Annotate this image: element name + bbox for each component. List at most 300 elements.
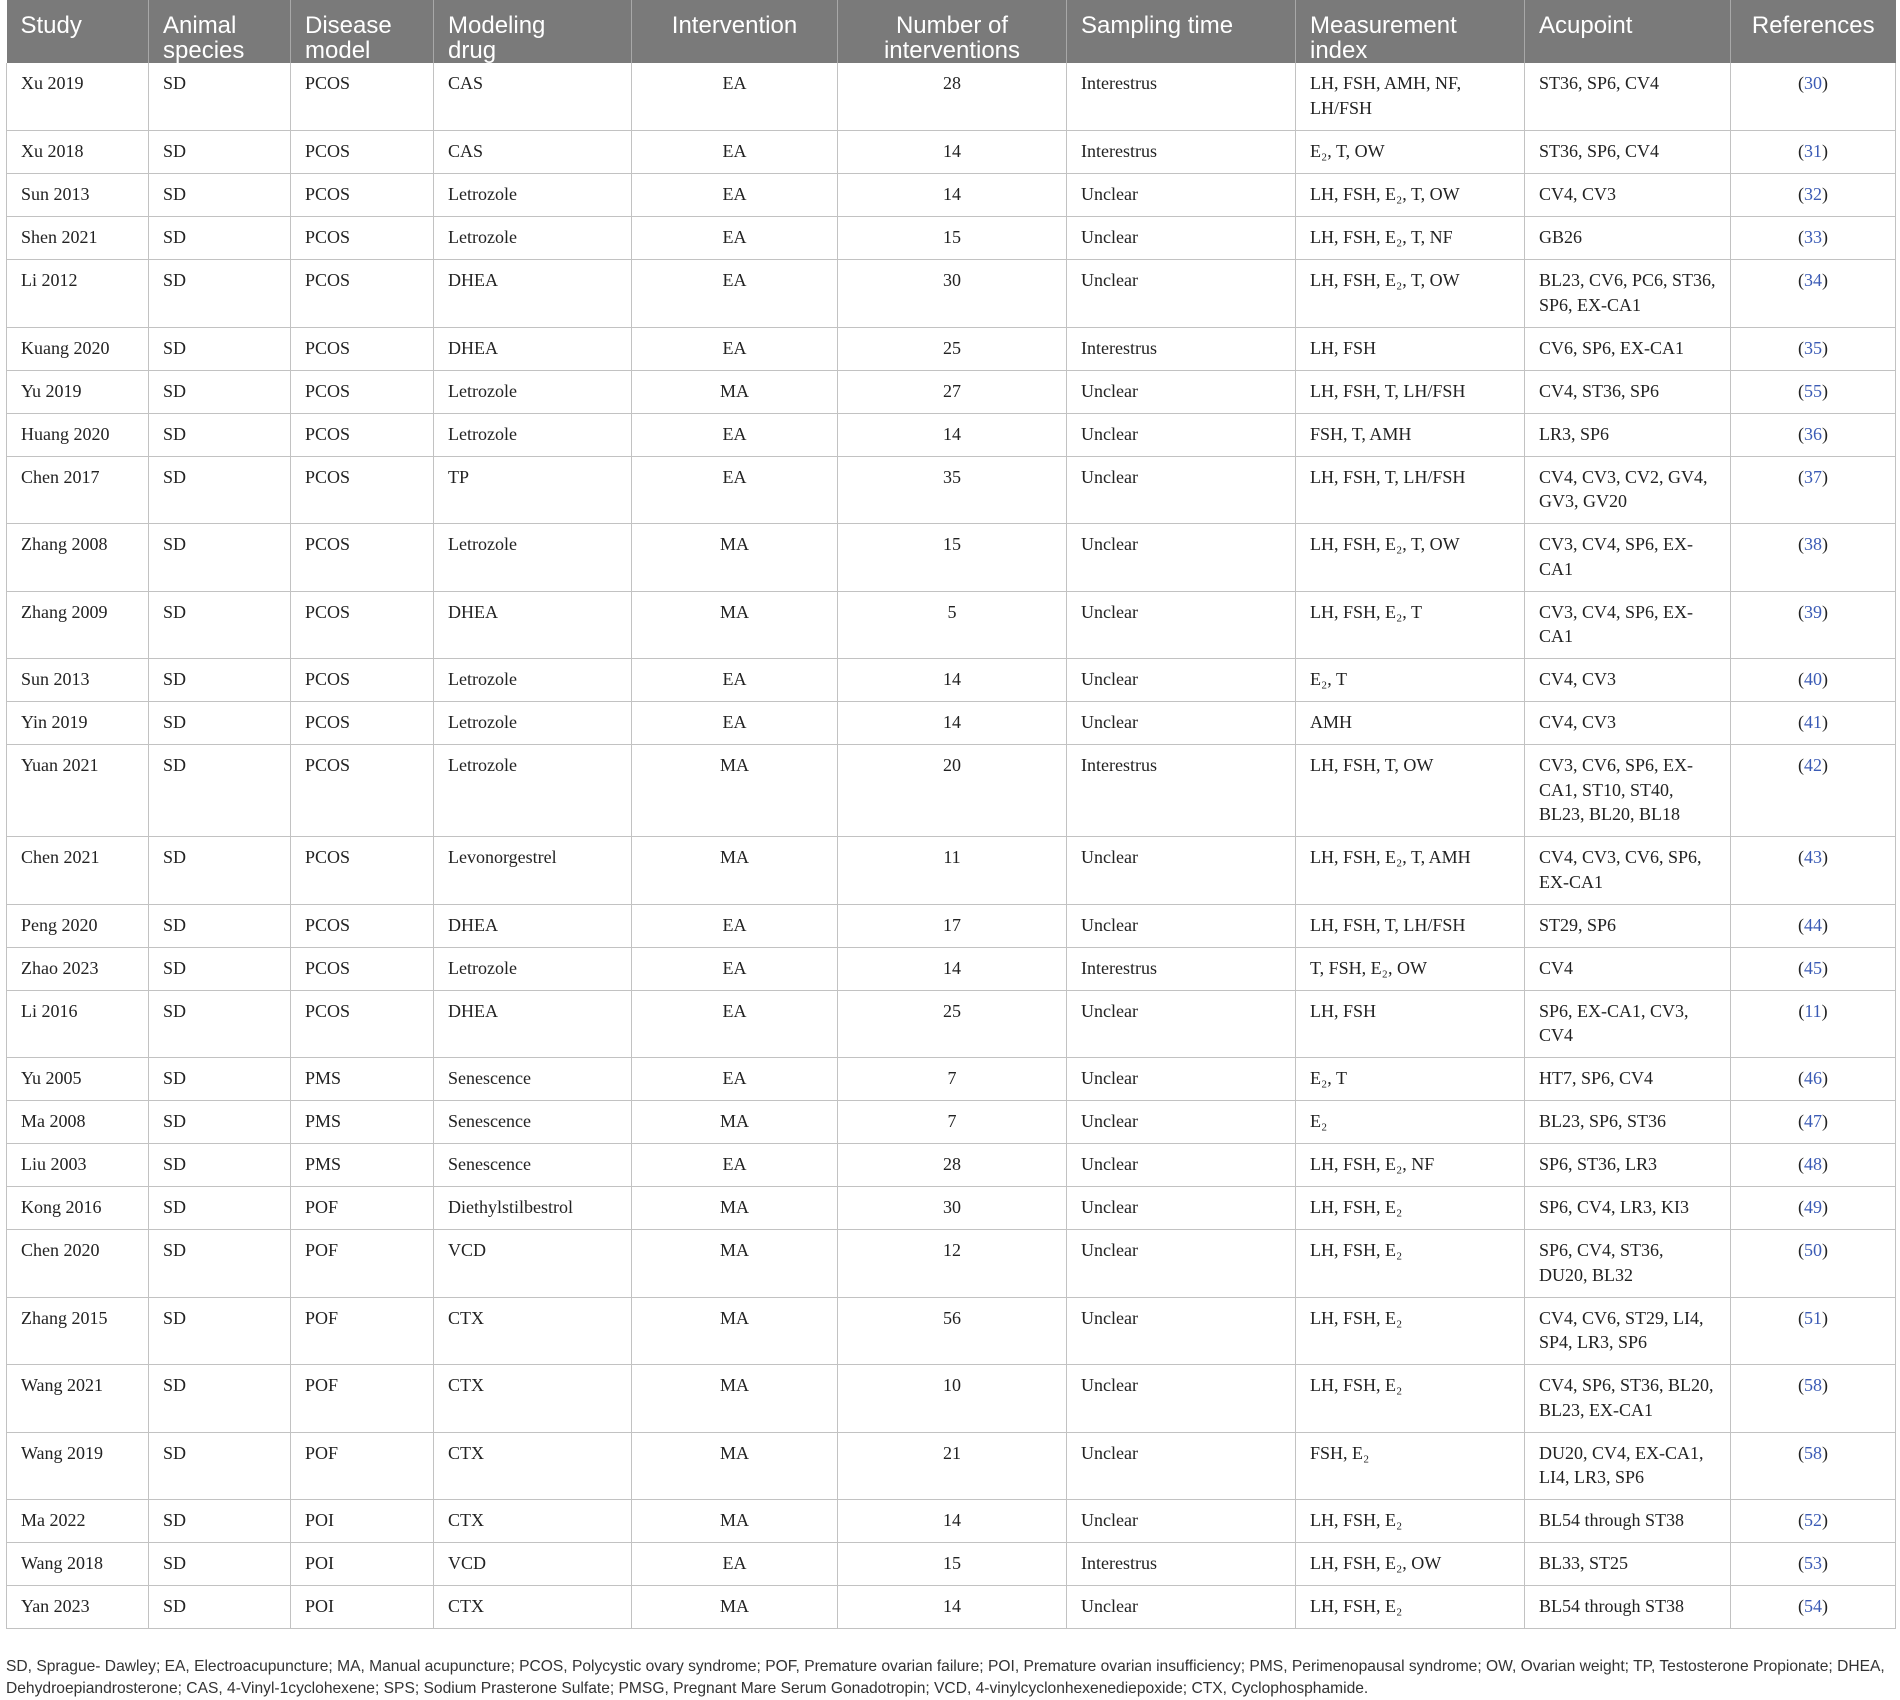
number-cell: 14: [838, 131, 1067, 174]
table-row: [7, 1230, 1896, 1298]
study-cell: Zhang 2009: [7, 591, 149, 659]
table-row: [7, 174, 1896, 217]
study-cell: Li 2012: [7, 260, 149, 328]
header-animal-species: [149, 0, 291, 63]
reference-cell: [1731, 217, 1896, 260]
reference-link[interactable]: 46: [1804, 1068, 1822, 1088]
measurement-cell: LH, FSH, E₂, T, OW: [1296, 524, 1525, 592]
intervention-cell: EA: [632, 1543, 838, 1586]
disease-cell: POI: [291, 1586, 434, 1629]
table-row: [7, 947, 1896, 990]
paren-open: (: [1798, 914, 1804, 935]
species-cell: SD: [149, 1365, 291, 1433]
measurement-cell: LH, FSH, E₂, OW: [1296, 1543, 1525, 1586]
drug-cell: Levonorgestrel: [434, 837, 632, 905]
intervention-cell: EA: [632, 1058, 838, 1101]
study-cell: Shen 2021: [7, 217, 149, 260]
header-intervention: [632, 0, 838, 63]
reference-cell: [1731, 370, 1896, 413]
reference-cell: [1731, 63, 1896, 131]
intervention-cell: EA: [632, 904, 838, 947]
reference-cell: [1731, 327, 1896, 370]
measurement-cell: FSH, E₂: [1296, 1432, 1525, 1500]
table-footnote: SD, Sprague- Dawley; EA, Electroacupuncture; MA, Manual acupuncture; PCOS, Polycystic ovary syndrome; POF, Premature ovarian failure; POI, Premature ovarian insufficiency; PMS, Perimenopausal syndrome; OW, Ovarian weight; TP, Testosterone Propionate; DHEA, Dehydroepiandrosterone; CAS, 4-Vinyl-1cyclohexene; SPS; Sodium Prasterone Sulfate; PMSG, Pregnant Mare Serum Gonadotropin; VCD, 4-vinylcyclonhexenediepoxide; CTX, Cyclophosphamide.: [6, 1658, 1885, 1697]
measurement-cell: LH, FSH, E₂: [1296, 1365, 1525, 1433]
species-cell: SD: [149, 1101, 291, 1144]
reference-cell: [1731, 1432, 1896, 1500]
reference-link[interactable]: 40: [1804, 669, 1822, 689]
drug-cell: CTX: [434, 1297, 632, 1365]
header-text: Modeling: [448, 12, 546, 39]
acupoint-cell: BL23, SP6, ST36: [1525, 1101, 1731, 1144]
sampling-cell: Unclear: [1067, 217, 1296, 260]
drug-cell: CTX: [434, 1365, 632, 1433]
drug-cell: Letrozole: [434, 702, 632, 745]
sampling-cell: Unclear: [1067, 1586, 1296, 1629]
number-cell: 20: [838, 745, 1067, 837]
number-cell: 30: [838, 260, 1067, 328]
drug-cell: Diethylstilbestrol: [434, 1187, 632, 1230]
header-row: [7, 0, 1896, 63]
acupoint-cell: SP6, ST36, LR3: [1525, 1144, 1731, 1187]
acupoint-cell: LR3, SP6: [1525, 413, 1731, 456]
paren-close: ): [1822, 534, 1828, 554]
study-cell: Sun 2013: [7, 174, 149, 217]
header-text: Intervention: [671, 12, 798, 39]
intervention-cell: EA: [632, 413, 838, 456]
sampling-cell: Interestrus: [1067, 947, 1296, 990]
intervention-cell: MA: [632, 1586, 838, 1629]
reference-link[interactable]: 37: [1804, 466, 1822, 487]
disease-cell: PCOS: [291, 745, 434, 837]
number-cell: 25: [838, 327, 1067, 370]
paren-open: (: [1798, 1240, 1804, 1260]
measurement-cell: LH, FSH, E₂, T, AMH: [1296, 837, 1525, 905]
header-disease-model: [291, 0, 434, 63]
header-sampling-time: [1067, 0, 1296, 63]
reference-link[interactable]: 31: [1804, 141, 1822, 161]
paren-close: ): [1822, 423, 1828, 444]
header-measurement-index: [1296, 0, 1525, 63]
study-cell: Zhao 2023: [7, 947, 149, 990]
sampling-cell: Unclear: [1067, 659, 1296, 702]
species-cell: SD: [149, 524, 291, 592]
reference-link[interactable]: 58: [1804, 1442, 1822, 1463]
study-cell: Peng 2020: [7, 904, 149, 947]
reference-link[interactable]: 36: [1804, 423, 1822, 444]
study-cell: Ma 2008: [7, 1101, 149, 1144]
paren-close: ): [1822, 466, 1828, 487]
paren-close: ): [1822, 141, 1828, 161]
number-cell: 15: [838, 524, 1067, 592]
reference-cell: [1731, 837, 1896, 905]
paren-close: ): [1822, 337, 1828, 358]
species-cell: SD: [149, 217, 291, 260]
header-text: Measurement: [1310, 12, 1457, 39]
reference-cell: [1731, 131, 1896, 174]
intervention-cell: EA: [632, 702, 838, 745]
paren-close: ): [1822, 73, 1828, 93]
intervention-cell: EA: [632, 131, 838, 174]
reference-cell: [1731, 1058, 1896, 1101]
number-cell: 27: [838, 370, 1067, 413]
paren-open: (: [1798, 1553, 1804, 1573]
reference-cell: [1731, 745, 1896, 837]
reference-link[interactable]: 47: [1804, 1111, 1822, 1131]
number-cell: 7: [838, 1058, 1067, 1101]
paren-open: (: [1798, 1442, 1804, 1463]
paren-open: (: [1798, 1068, 1804, 1088]
paren-close: ): [1822, 1111, 1828, 1131]
drug-cell: Senescence: [434, 1058, 632, 1101]
species-cell: SD: [149, 327, 291, 370]
number-cell: 30: [838, 1187, 1067, 1230]
study-cell: Xu 2018: [7, 131, 149, 174]
table-row: [7, 745, 1896, 837]
acupoint-cell: DU20, CV4, EX-CA1, LI4, LR3, SP6: [1525, 1432, 1731, 1500]
acupoint-cell: CV4, CV3, CV6, SP6, EX-CA1: [1525, 837, 1731, 905]
intervention-cell: EA: [632, 327, 838, 370]
disease-cell: PCOS: [291, 260, 434, 328]
species-cell: SD: [149, 260, 291, 328]
disease-cell: POF: [291, 1432, 434, 1500]
paren-close: ): [1822, 1307, 1828, 1328]
drug-cell: Letrozole: [434, 659, 632, 702]
header-text: drug: [448, 37, 497, 64]
header-study: [7, 0, 149, 63]
paren-open: (: [1798, 534, 1804, 554]
disease-cell: PCOS: [291, 370, 434, 413]
disease-cell: PCOS: [291, 837, 434, 905]
reference-link[interactable]: 41: [1804, 712, 1822, 732]
study-cell: Zhang 2015: [7, 1297, 149, 1365]
disease-cell: PCOS: [291, 63, 434, 131]
table-row: [7, 131, 1896, 174]
paren-open: (: [1798, 1111, 1804, 1131]
reference-link[interactable]: 52: [1804, 1510, 1822, 1530]
header-text: Acupoint: [1539, 12, 1633, 39]
header-text: References: [1751, 12, 1875, 39]
number-cell: 56: [838, 1297, 1067, 1365]
paren-open: (: [1798, 712, 1804, 732]
acupoint-cell: SP6, EX-CA1, CV3, CV4: [1525, 990, 1731, 1058]
study-cell: Sun 2013: [7, 659, 149, 702]
paren-open: (: [1798, 227, 1804, 247]
acupoint-cell: GB26: [1525, 217, 1731, 260]
reference-link[interactable]: 55: [1804, 380, 1822, 401]
sampling-cell: Unclear: [1067, 370, 1296, 413]
reference-link[interactable]: 48: [1804, 1154, 1822, 1174]
paren-open: (: [1798, 1375, 1804, 1395]
header-text: Study: [20, 12, 82, 39]
drug-cell: Senescence: [434, 1101, 632, 1144]
reference-link[interactable]: 51: [1804, 1307, 1822, 1328]
paren-open: (: [1798, 669, 1804, 689]
measurement-cell: LH, FSH: [1296, 990, 1525, 1058]
sampling-cell: Unclear: [1067, 1058, 1296, 1101]
paren-close: ): [1822, 1596, 1828, 1616]
table-row: [7, 1432, 1896, 1500]
drug-cell: Senescence: [434, 1144, 632, 1187]
paren-open: (: [1798, 1197, 1804, 1217]
acupoint-cell: CV4, CV6, ST29, LI4, SP4, LR3, SP6: [1525, 1297, 1731, 1365]
species-cell: SD: [149, 456, 291, 524]
intervention-cell: MA: [632, 1500, 838, 1543]
paren-close: ): [1822, 847, 1828, 867]
table-row: [7, 1543, 1896, 1586]
acupoint-cell: BL54 through ST38: [1525, 1500, 1731, 1543]
disease-cell: POF: [291, 1230, 434, 1298]
paren-close: ): [1822, 184, 1828, 204]
sampling-cell: Interestrus: [1067, 327, 1296, 370]
table-row: [7, 702, 1896, 745]
table-row: [7, 327, 1896, 370]
species-cell: SD: [149, 63, 291, 131]
study-cell: Chen 2021: [7, 837, 149, 905]
acupoint-cell: CV3, CV6, SP6, EX-CA1, ST10, ST40, BL23, BL20, BL18: [1525, 745, 1731, 837]
paren-close: ): [1822, 669, 1828, 689]
drug-cell: Letrozole: [434, 370, 632, 413]
drug-cell: CTX: [434, 1586, 632, 1629]
acupoint-cell: CV4, CV3: [1525, 174, 1731, 217]
acupoint-cell: BL54 through ST38: [1525, 1586, 1731, 1629]
species-cell: SD: [149, 837, 291, 905]
drug-cell: Letrozole: [434, 524, 632, 592]
table-container: [6, 0, 1895, 1629]
measurement-cell: LH, FSH, T, LH/FSH: [1296, 456, 1525, 524]
header-text: model: [305, 37, 371, 64]
number-cell: 25: [838, 990, 1067, 1058]
acupoint-cell: CV3, CV4, SP6, EX-CA1: [1525, 524, 1731, 592]
reference-cell: [1731, 1543, 1896, 1586]
number-cell: 14: [838, 1586, 1067, 1629]
species-cell: SD: [149, 174, 291, 217]
paren-open: (: [1798, 847, 1804, 867]
measurement-cell: LH, FSH, E₂, T: [1296, 591, 1525, 659]
disease-cell: POF: [291, 1297, 434, 1365]
measurement-cell: LH, FSH, T, OW: [1296, 745, 1525, 837]
reference-link[interactable]: 54: [1804, 1596, 1822, 1616]
number-cell: 5: [838, 591, 1067, 659]
table-row: [7, 413, 1896, 456]
measurement-cell: LH, FSH, E₂: [1296, 1500, 1525, 1543]
disease-cell: PMS: [291, 1144, 434, 1187]
number-cell: 15: [838, 1543, 1067, 1586]
paren-close: ): [1822, 1442, 1828, 1463]
drug-cell: CAS: [434, 131, 632, 174]
paren-open: (: [1798, 1510, 1804, 1530]
study-cell: Yu 2019: [7, 370, 149, 413]
study-cell: Ma 2022: [7, 1500, 149, 1543]
species-cell: SD: [149, 591, 291, 659]
intervention-cell: EA: [632, 174, 838, 217]
disease-cell: PCOS: [291, 702, 434, 745]
paren-open: (: [1798, 270, 1804, 290]
drug-cell: Letrozole: [434, 174, 632, 217]
sampling-cell: Unclear: [1067, 456, 1296, 524]
drug-cell: DHEA: [434, 327, 632, 370]
reference-cell: [1731, 591, 1896, 659]
disease-cell: PCOS: [291, 659, 434, 702]
header-text: Animal: [163, 12, 237, 39]
acupoint-cell: CV4, SP6, ST36, BL20, BL23, EX-CA1: [1525, 1365, 1731, 1433]
reference-cell: [1731, 1144, 1896, 1187]
reference-link[interactable]: 35: [1804, 337, 1822, 358]
species-cell: SD: [149, 1230, 291, 1298]
measurement-cell: FSH, T, AMH: [1296, 413, 1525, 456]
acupoint-cell: SP6, CV4, LR3, KI3: [1525, 1187, 1731, 1230]
species-cell: SD: [149, 990, 291, 1058]
measurement-cell: E₂, T: [1296, 1058, 1525, 1101]
reference-link[interactable]: 34: [1804, 270, 1822, 290]
measurement-cell: LH, FSH, E₂: [1296, 1297, 1525, 1365]
number-cell: 10: [838, 1365, 1067, 1433]
drug-cell: Letrozole: [434, 745, 632, 837]
reference-link[interactable]: 50: [1804, 1240, 1822, 1260]
drug-cell: CTX: [434, 1432, 632, 1500]
reference-link[interactable]: 44: [1804, 914, 1822, 935]
reference-cell: [1731, 260, 1896, 328]
sampling-cell: Unclear: [1067, 1297, 1296, 1365]
disease-cell: PCOS: [291, 327, 434, 370]
acupoint-cell: ST36, SP6, CV4: [1525, 63, 1731, 131]
reference-link[interactable]: 53: [1804, 1553, 1822, 1573]
header-text: index: [1310, 37, 1368, 64]
intervention-cell: MA: [632, 1297, 838, 1365]
acupoint-cell: CV3, CV4, SP6, EX-CA1: [1525, 591, 1731, 659]
reference-link[interactable]: 42: [1804, 755, 1822, 775]
paren-open: (: [1798, 1307, 1804, 1328]
header-text: Sampling time: [1081, 12, 1234, 39]
drug-cell: Letrozole: [434, 413, 632, 456]
reference-link[interactable]: 49: [1804, 1197, 1822, 1217]
study-cell: Kuang 2020: [7, 327, 149, 370]
measurement-cell: LH, FSH, T, LH/FSH: [1296, 370, 1525, 413]
number-cell: 14: [838, 659, 1067, 702]
table-row: [7, 1101, 1896, 1144]
table-row: [7, 524, 1896, 592]
acupoint-cell: HT7, SP6, CV4: [1525, 1058, 1731, 1101]
reference-link[interactable]: 43: [1804, 847, 1822, 867]
study-cell: Wang 2018: [7, 1543, 149, 1586]
sampling-cell: Unclear: [1067, 413, 1296, 456]
table-row: [7, 1500, 1896, 1543]
disease-cell: PCOS: [291, 947, 434, 990]
table-row: [7, 260, 1896, 328]
disease-cell: POI: [291, 1500, 434, 1543]
acupoint-cell: CV4, CV3: [1525, 659, 1731, 702]
table-row: [7, 1058, 1896, 1101]
number-cell: 7: [838, 1101, 1067, 1144]
measurement-cell: LH, FSH, E₂, T, OW: [1296, 174, 1525, 217]
paren-close: ): [1822, 957, 1828, 978]
reference-cell: [1731, 1101, 1896, 1144]
intervention-cell: EA: [632, 456, 838, 524]
acupoint-cell: ST29, SP6: [1525, 904, 1731, 947]
intervention-cell: MA: [632, 1230, 838, 1298]
study-cell: Yuan 2021: [7, 745, 149, 837]
species-cell: SD: [149, 1586, 291, 1629]
paren-close: ): [1822, 1553, 1828, 1573]
number-cell: 12: [838, 1230, 1067, 1298]
species-cell: SD: [149, 1187, 291, 1230]
paren-close: ): [1822, 712, 1828, 732]
study-cell: Chen 2020: [7, 1230, 149, 1298]
number-cell: 15: [838, 217, 1067, 260]
species-cell: SD: [149, 131, 291, 174]
table-body: [7, 63, 1896, 1629]
intervention-cell: MA: [632, 837, 838, 905]
species-cell: SD: [149, 947, 291, 990]
acupoint-cell: CV6, SP6, EX-CA1: [1525, 327, 1731, 370]
reference-link[interactable]: 11: [1804, 1000, 1822, 1021]
table-row: [7, 63, 1896, 131]
number-cell: 28: [838, 63, 1067, 131]
reference-cell: [1731, 947, 1896, 990]
reference-link[interactable]: 58: [1804, 1375, 1822, 1395]
number-cell: 11: [838, 837, 1067, 905]
header-text: species: [163, 37, 245, 64]
disease-cell: PCOS: [291, 174, 434, 217]
paren-open: (: [1798, 380, 1804, 401]
number-cell: 17: [838, 904, 1067, 947]
paren-close: ): [1822, 227, 1828, 247]
acupoint-cell: CV4, CV3, CV2, GV4, GV3, GV20: [1525, 456, 1731, 524]
sampling-cell: Unclear: [1067, 524, 1296, 592]
acupoint-cell: ST36, SP6, CV4: [1525, 131, 1731, 174]
species-cell: SD: [149, 1432, 291, 1500]
reference-cell: [1731, 702, 1896, 745]
reference-link[interactable]: 39: [1804, 601, 1822, 622]
number-cell: 35: [838, 456, 1067, 524]
paren-close: ): [1822, 601, 1828, 622]
reference-link[interactable]: 45: [1804, 957, 1822, 978]
paren-open: (: [1798, 184, 1804, 204]
study-cell: Yan 2023: [7, 1586, 149, 1629]
sampling-cell: Interestrus: [1067, 1543, 1296, 1586]
study-cell: Li 2016: [7, 990, 149, 1058]
acupoint-cell: BL33, ST25: [1525, 1543, 1731, 1586]
sampling-cell: Unclear: [1067, 260, 1296, 328]
disease-cell: PCOS: [291, 456, 434, 524]
intervention-cell: EA: [632, 260, 838, 328]
sampling-cell: Interestrus: [1067, 63, 1296, 131]
reference-link[interactable]: 30: [1804, 73, 1822, 93]
number-cell: 14: [838, 947, 1067, 990]
disease-cell: PCOS: [291, 591, 434, 659]
species-cell: SD: [149, 659, 291, 702]
measurement-cell: LH, FSH: [1296, 327, 1525, 370]
paren-close: ): [1822, 1510, 1828, 1530]
disease-cell: PCOS: [291, 524, 434, 592]
table-header: [7, 0, 1896, 63]
paren-close: ): [1822, 1197, 1828, 1217]
paren-close: ): [1822, 380, 1828, 401]
study-cell: Huang 2020: [7, 413, 149, 456]
acupoint-cell: CV4: [1525, 947, 1731, 990]
reference-link[interactable]: 32: [1804, 184, 1822, 204]
reference-link[interactable]: 33: [1804, 227, 1822, 247]
sampling-cell: Unclear: [1067, 1432, 1296, 1500]
sampling-cell: Unclear: [1067, 837, 1296, 905]
paren-open: (: [1798, 423, 1804, 444]
drug-cell: CAS: [434, 63, 632, 131]
sampling-cell: Unclear: [1067, 1144, 1296, 1187]
reference-link[interactable]: 38: [1804, 534, 1822, 554]
reference-cell: [1731, 174, 1896, 217]
acupoint-cell: CV4, CV3: [1525, 702, 1731, 745]
number-cell: 21: [838, 1432, 1067, 1500]
